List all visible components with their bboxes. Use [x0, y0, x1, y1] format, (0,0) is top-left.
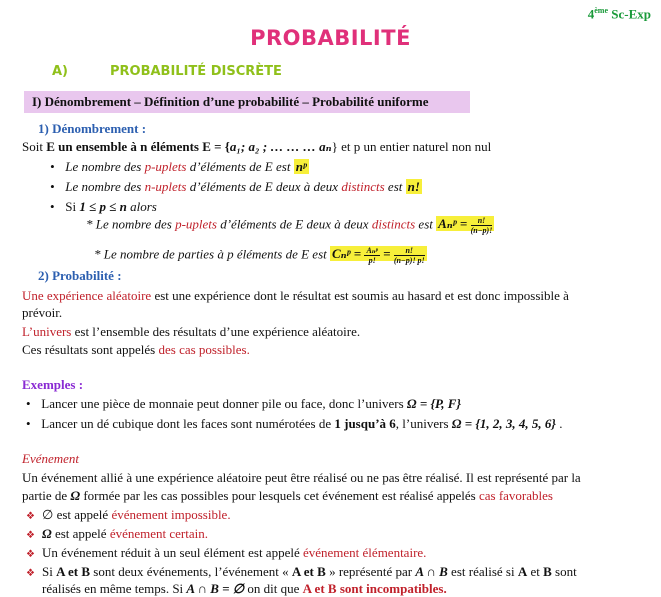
- level-label: 4ème Sc-Exp: [587, 6, 651, 22]
- diamond-bullet-icon: ❖: [26, 549, 35, 560]
- evenement-certain: ❖ Ω est appelé événement certain.: [26, 526, 208, 541]
- denombrement-heading: 1) Dénombrement :: [38, 121, 147, 136]
- evenement-impossible: ❖ ∅ est appelé événement impossible.: [26, 507, 231, 522]
- experience-definition: Une expérience aléatoire est une expérience dont le résultat est soumis au hasard et est donc impossible à: [22, 288, 569, 303]
- evenement-intersection: ❖ Si A et B sont deux événements, l’événement « A et B » représenté par A ∩ B est réalisé si A et B sont: [26, 564, 577, 579]
- exemples-heading: Exemples :: [22, 377, 84, 392]
- bullet-condition: • Si 1 ≤ p ≤ n alors: [50, 199, 157, 214]
- evenement-line-2: partie de Ω formée par les cas possibles pour lesquels cet événement est réalisé appelés cas favorables: [22, 488, 553, 503]
- cas-possibles-line: Ces résultats sont appelés des cas possibles.: [22, 342, 250, 357]
- combination-formula: Cₙᵖ = $\frac{\text{Aₙᵖ}}{p!}$ = $\frac{n!}{(n-p)! p!}$: [332, 246, 425, 265]
- exemple-de: • Lancer un dé cubique dont les faces sont numérotées de 1 jusqu’à 6, l’univers Ω = {1, 2, 3, 4, 5, 6} .: [26, 416, 563, 431]
- diamond-bullet-icon: ❖: [26, 511, 35, 522]
- section-a-heading: A) PROBABILITÉ DISCRÈTE: [52, 64, 282, 79]
- bullet-icon: •: [26, 396, 31, 411]
- evenement-heading: Evénement: [22, 451, 80, 466]
- bullet-n-uplets: • Le nombre des n-uplets d’éléments de E deux à deux distincts est n!: [50, 179, 420, 194]
- bullet-icon: •: [50, 159, 55, 174]
- probabilite-heading: 2) Probabilité :: [38, 268, 122, 283]
- bullet-icon: •: [50, 199, 55, 214]
- experience-definition-cont: prévoir.: [22, 305, 63, 320]
- bullet-icon: •: [26, 416, 31, 431]
- univers-definition: L’univers est l’ensemble des résultats d’une expérience aléatoire.: [22, 324, 361, 339]
- combination-line: * Le nombre de parties à p éléments de E est Cₙᵖ = $\frac{\text{Aₙᵖ}}{p!}$ = $\frac{n!}{(n-p)! p!}$: [94, 246, 425, 265]
- page-title: PROBABILITÉ: [250, 26, 411, 50]
- arrangement-formula: Aₙᵖ = $\frac{n!}{(n-p)!}$: [438, 216, 493, 235]
- bullet-p-uplets: • Le nombre des p-uplets d’éléments de E est nᵖ: [50, 159, 307, 174]
- bullet-icon: •: [50, 179, 55, 194]
- section-i-heading: I) Dénombrement – Définition d’une probabilité – Probabilité uniforme: [32, 94, 429, 109]
- diamond-bullet-icon: ❖: [26, 568, 35, 579]
- exemple-piece: • Lancer une pièce de monnaie peut donner pile ou face, donc l’univers Ω = {P, F}: [26, 396, 462, 411]
- evenement-incompatibles: réalisés en même temps. Si A ∩ B = ∅ on dit que A et B sont incompatibles.: [42, 581, 447, 596]
- arrangement-line: * Le nombre des p-uplets d’éléments de E deux à deux distincts est Aₙᵖ = $\frac{n!}{(n-p)!}$: [86, 216, 493, 235]
- diamond-bullet-icon: ❖: [26, 530, 35, 541]
- evenement-elementaire: ❖ Un événement réduit à un seul élément est appelé événement élémentaire.: [26, 545, 427, 560]
- denombrement-intro: Soit E un ensemble à n éléments E = {a₁; a₂ ; … … … aₙ} et p un entier naturel non nul: [22, 139, 492, 154]
- evenement-line-1: Un événement allié à une expérience aléatoire peut être réalisé ou ne pas être réalisé. Il est représenté par la: [22, 470, 581, 485]
